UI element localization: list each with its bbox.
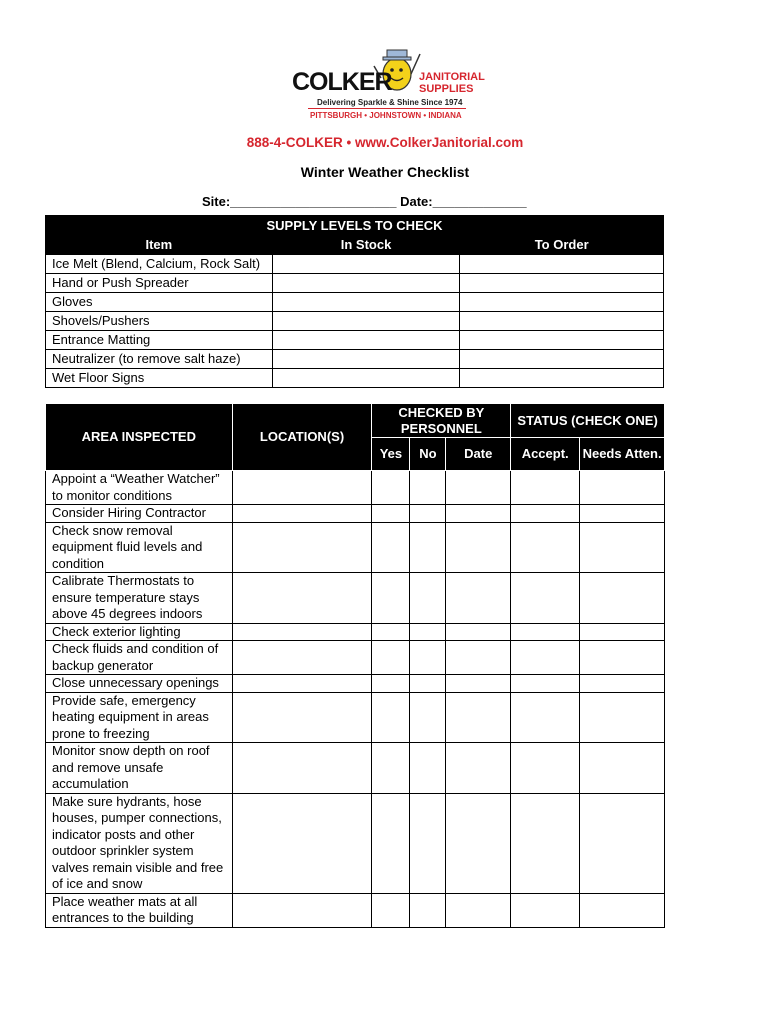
supply-col-in-stock: In Stock (272, 235, 460, 255)
needs-attention-cell[interactable] (580, 675, 665, 693)
no-cell[interactable] (410, 893, 446, 927)
inspection-area-label: Make sure hydrants, hose houses, pumper connections, indicator posts and other outdoor sprinkler system valves remain visible and free of ice and snow (46, 793, 233, 893)
no-cell[interactable] (410, 573, 446, 624)
accept-cell[interactable] (511, 793, 580, 893)
accept-cell[interactable] (511, 505, 580, 523)
supply-to-order-cell[interactable] (460, 331, 664, 350)
accept-cell[interactable] (511, 641, 580, 675)
supply-column-header-row (46, 235, 664, 255)
needs-attention-cell[interactable] (580, 471, 665, 505)
supply-row (46, 350, 664, 369)
supply-to-order-cell[interactable] (460, 312, 664, 331)
supply-item-label: Hand or Push Spreader (46, 274, 273, 293)
supply-row (46, 312, 664, 331)
inspection-row (46, 641, 665, 675)
inspection-row (46, 471, 665, 505)
supply-to-order-cell[interactable] (460, 369, 664, 388)
logo-janitorial-line1: JANITORIAL (419, 71, 485, 83)
yes-cell[interactable] (372, 692, 410, 743)
location-cell[interactable] (232, 641, 372, 675)
supply-in-stock-cell[interactable] (272, 331, 460, 350)
needs-attention-cell[interactable] (580, 793, 665, 893)
yes-cell[interactable] (372, 793, 410, 893)
supply-section-header-row (46, 216, 664, 236)
page-title: Winter Weather Checklist (300, 164, 470, 180)
no-cell[interactable] (410, 743, 446, 794)
needs-attention-cell[interactable] (580, 692, 665, 743)
supply-to-order-cell[interactable] (460, 293, 664, 312)
date-cell[interactable] (446, 623, 511, 641)
inspection-area-label: Check exterior lighting (46, 623, 233, 641)
supply-in-stock-cell[interactable] (272, 369, 460, 388)
inspection-col-location: LOCATION(S) (232, 404, 372, 471)
inspection-area-label: Consider Hiring Contractor (46, 505, 233, 523)
logo-brand: COLKER (292, 68, 392, 96)
supply-in-stock-cell[interactable] (272, 255, 460, 274)
no-cell[interactable] (410, 471, 446, 505)
site-date-line: Site:_______________________ Date:_____________ (202, 194, 527, 209)
supply-in-stock-cell[interactable] (272, 293, 460, 312)
logo-tagline: Delivering Sparkle & Shine Since 1974 (317, 98, 463, 107)
location-cell[interactable] (232, 743, 372, 794)
no-cell[interactable] (410, 793, 446, 893)
inspection-sub-yes: Yes (372, 438, 410, 471)
location-cell[interactable] (232, 692, 372, 743)
inspection-row (46, 623, 665, 641)
accept-cell[interactable] (511, 675, 580, 693)
inspection-col-status: STATUS (CHECK ONE) (511, 404, 665, 438)
supply-item-label: Gloves (46, 293, 273, 312)
supply-item-label: Entrance Matting (46, 331, 273, 350)
inspection-area-label: Calibrate Thermostats to ensure temperature stays above 45 degrees indoors (46, 573, 233, 624)
supply-col-item: Item (46, 235, 273, 255)
accept-cell[interactable] (511, 471, 580, 505)
needs-attention-cell[interactable] (580, 505, 665, 523)
logo-divider (308, 108, 466, 109)
accept-cell[interactable] (511, 522, 580, 573)
accept-cell[interactable] (511, 743, 580, 794)
accept-cell[interactable] (511, 623, 580, 641)
yes-cell[interactable] (372, 573, 410, 624)
logo-janitorial-line2: SUPPLIES (419, 83, 474, 95)
inspection-row (46, 692, 665, 743)
supply-row (46, 331, 664, 350)
accept-cell[interactable] (511, 692, 580, 743)
supply-levels-table (45, 215, 664, 388)
supply-item-label: Neutralizer (to remove salt haze) (46, 350, 273, 369)
inspection-area-label: Close unnecessary openings (46, 675, 233, 693)
yes-cell[interactable] (372, 893, 410, 927)
inspection-row (46, 573, 665, 624)
date-cell[interactable] (446, 573, 511, 624)
supply-item-label: Wet Floor Signs (46, 369, 273, 388)
yes-cell[interactable] (372, 623, 410, 641)
inspection-area-label: Monitor snow depth on roof and remove unsafe accumulation (46, 743, 233, 794)
yes-cell[interactable] (372, 522, 410, 573)
no-cell[interactable] (410, 692, 446, 743)
yes-cell[interactable] (372, 505, 410, 523)
inspection-header-row-1 (46, 404, 665, 438)
needs-attention-cell[interactable] (580, 893, 665, 927)
supply-in-stock-cell[interactable] (272, 350, 460, 369)
inspection-sub-accept: Accept. (511, 438, 580, 471)
inspection-row (46, 505, 665, 523)
no-cell[interactable] (410, 522, 446, 573)
needs-attention-cell[interactable] (580, 743, 665, 794)
inspection-area-label: Appoint a “Weather Watcher” to monitor conditions (46, 471, 233, 505)
date-cell[interactable] (446, 893, 511, 927)
no-cell[interactable] (410, 623, 446, 641)
inspection-row (46, 893, 665, 927)
inspection-row (46, 522, 665, 573)
inspection-area-label: Check fluids and condition of backup generator (46, 641, 233, 675)
yes-cell[interactable] (372, 641, 410, 675)
supply-col-to-order: To Order (460, 235, 664, 255)
location-cell[interactable] (232, 573, 372, 624)
inspection-row (46, 675, 665, 693)
supply-to-order-cell[interactable] (460, 274, 664, 293)
needs-attention-cell[interactable] (580, 573, 665, 624)
supply-to-order-cell[interactable] (460, 255, 664, 274)
location-cell[interactable] (232, 623, 372, 641)
yes-cell[interactable] (372, 743, 410, 794)
date-cell[interactable] (446, 522, 511, 573)
date-cell[interactable] (446, 692, 511, 743)
needs-attention-cell[interactable] (580, 623, 665, 641)
supply-item-label: Ice Melt (Blend, Calcium, Rock Salt) (46, 255, 273, 274)
inspection-sub-needs: Needs Atten. (580, 438, 665, 471)
supply-item-label: Shovels/Pushers (46, 312, 273, 331)
yes-cell[interactable] (372, 675, 410, 693)
accept-cell[interactable] (511, 573, 580, 624)
inspection-sub-no: No (410, 438, 446, 471)
supply-row (46, 274, 664, 293)
location-cell[interactable] (232, 505, 372, 523)
logo-janitorial (419, 71, 485, 95)
location-cell[interactable] (232, 522, 372, 573)
supply-row (46, 293, 664, 312)
location-cell[interactable] (232, 793, 372, 893)
supply-in-stock-cell[interactable] (272, 312, 460, 331)
location-cell[interactable] (232, 675, 372, 693)
company-logo (292, 44, 485, 124)
supply-to-order-cell[interactable] (460, 350, 664, 369)
no-cell[interactable] (410, 675, 446, 693)
no-cell[interactable] (410, 641, 446, 675)
date-cell[interactable] (446, 471, 511, 505)
inspection-row (46, 743, 665, 794)
contact-line: 888-4-COLKER • www.ColkerJanitorial.com (246, 135, 524, 150)
yes-cell[interactable] (372, 471, 410, 505)
date-cell[interactable] (446, 793, 511, 893)
date-cell[interactable] (446, 743, 511, 794)
inspection-row (46, 793, 665, 893)
inspection-area-label: Check snow removal equipment fluid levels and condition (46, 522, 233, 573)
supply-row (46, 369, 664, 388)
supply-in-stock-cell[interactable] (272, 274, 460, 293)
location-cell[interactable] (232, 893, 372, 927)
inspection-area-label: Provide safe, emergency heating equipment in areas prone to freezing (46, 692, 233, 743)
date-cell[interactable] (446, 675, 511, 693)
inspection-area-label: Place weather mats at all entrances to the building (46, 893, 233, 927)
supply-section-header: SUPPLY LEVELS TO CHECK (46, 216, 664, 236)
needs-attention-cell[interactable] (580, 522, 665, 573)
supply-row (46, 255, 664, 274)
logo-locations: PITTSBURGH • JOHNSTOWN • INDIANA (310, 111, 462, 120)
location-cell[interactable] (232, 471, 372, 505)
date-cell[interactable] (446, 641, 511, 675)
no-cell[interactable] (410, 505, 446, 523)
inspection-table (45, 403, 665, 928)
date-cell[interactable] (446, 505, 511, 523)
inspection-col-checked: CHECKED BY PERSONNEL (372, 404, 511, 438)
needs-attention-cell[interactable] (580, 641, 665, 675)
inspection-sub-date: Date (446, 438, 511, 471)
accept-cell[interactable] (511, 893, 580, 927)
inspection-col-area: AREA INSPECTED (46, 404, 233, 471)
